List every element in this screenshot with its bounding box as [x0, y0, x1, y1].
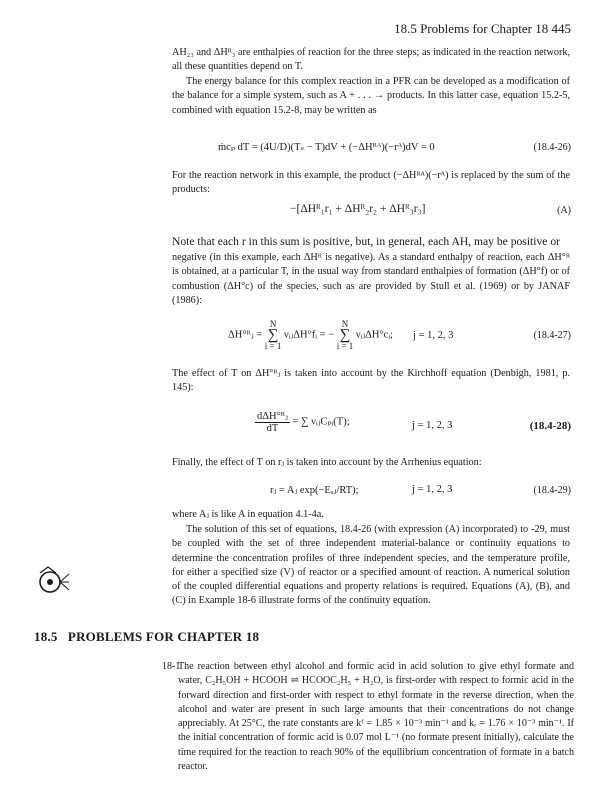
- eq27-right: νᵢⱼΔH°cᵢ;: [355, 329, 393, 341]
- running-header: 18.5 Problems for Chapter 18 445: [394, 21, 571, 36]
- sum-lower: i = 1: [264, 341, 282, 351]
- expression-a: −[ΔHᴿ₁r₁ + ΔHᴿ₂r₂ + ΔHᴿ₃r₃]: [290, 203, 426, 215]
- section-heading: [34, 629, 259, 645]
- computer-disk-icon: [36, 565, 70, 599]
- paragraph-arrhenius: Finally, the effect of T on rⱼ is taken into account by the Arrhenius equation:: [172, 457, 482, 468]
- eq28-rhs: = ∑ νᵢⱼCₚᵢ(T);: [292, 416, 350, 428]
- problem-text: The reaction between ethyl alcohol and formic acid in acid solution to give ethyl formate and water, C₂H₅OH + HCOOH ⇌ HCOOC₂H₅ + H₂O, is first-order with respect to formic acid in the forward direction and first-order with respect to ethyl formate in the reverse direction, when the alcohol and water are present in such large amounts that their concentrations do not change appreciably. At 25°C, the rate constants are kᶠ = 1.85 × 10⁻³ min⁻¹ and kᵣ = 1.76 × 10⁻³ min⁻¹. If the initial concentration of formic acid is 0.07 mol L⁻¹ (no formate present initially), calculate the time required for the reaction to reach 90% of the equilibrium concentration of formate in a batch reactor.: [178, 661, 574, 773]
- summation-symbol: N ∑ i = 1: [336, 319, 354, 351]
- derivative-fraction: [255, 410, 290, 434]
- equation-18-4-29: rⱼ = Aⱼ exp(−Eₐⱼ/RT);: [270, 485, 359, 496]
- equation-number-18-4-29: (18.4-29): [533, 485, 571, 496]
- paragraph-kirchhoff: The effect of T on ΔH°ᴿⱼ is taken into account by the Kirchhoff equation (Denbigh, 1981, p. 145):: [172, 368, 570, 394]
- eq27-mid: νᵢⱼΔH°fᵢ = −: [283, 329, 335, 341]
- sum-upper: N: [341, 319, 349, 329]
- expression-a-label: (A): [557, 205, 571, 216]
- eq27-range: j = 1, 2, 3: [413, 330, 454, 341]
- equation-18-4-28: [255, 410, 350, 434]
- equation-18-4-26: ṁcₚ dT = (4U/D)(Tₛ − T)dV + (−ΔHᴿᴬ)(−rᴬ)dV = 0: [218, 142, 435, 153]
- eq27-left: ΔH°ᴿⱼ =: [228, 329, 263, 341]
- section-number: 18.5: [34, 629, 58, 644]
- equation-number-18-4-27: (18.4-27): [533, 330, 571, 341]
- paragraph-energy-balance: The energy balance for this complex reaction in a PFR can be developed as a modification of the balance for a simple system, such as A + . . . → products. In this latter case, equation 15.2-5, combined with equation 15.2-8, may be written as: [172, 76, 570, 116]
- paragraph-enthalpies: AH₂₃ and ΔHᴿ₃ are enthalpies of reaction for the three steps; as indicated in the reaction network, all these quantities depend on T.: [172, 47, 570, 73]
- problem-number: 18-1: [162, 661, 181, 672]
- paragraph-where: where Aⱼ is like A in equation 4.1-4a.: [172, 509, 324, 520]
- equation-number-18-4-28: (18.4-28): [529, 420, 571, 432]
- equation-18-4-27: [228, 320, 393, 350]
- section-title: PROBLEMS FOR CHAPTER 18: [67, 629, 260, 644]
- problem-18-1: [162, 660, 574, 774]
- paragraph-solution: The solution of this set of equations, 18.4-26 (with expression (A) incorporated) to -29, must be coupled with the set of three independent material-balance or continuity equations to determine the concentration profiles of three independent species, and the temperature profile, for either a specified size (V) of reactor or a specified amount of reaction. A numerical solution of the coupled differential equations and property relations is required. Equations (A), (B), and (C) in Example 18-6 illustrate forms of the continuity equation.: [172, 524, 570, 607]
- equation-number-18-4-26: (18.4-26): [533, 142, 571, 153]
- paragraph-standard-enthalpy: negative (in this example, each ΔHᴿ is negative). As a standard enthalpy of reaction, each ΔH°ᴿ is obtained, at a particular T, in the usual way from standard enthalpies of formation (ΔH°f) or of combustion (ΔH°c) of the species, such as are provided by Stull et al. (1969) or by JANAF (1986):: [172, 252, 570, 306]
- fraction-numerator: dΔH°ᴿⱼ: [257, 411, 288, 422]
- sum-lower: i = 1: [336, 341, 354, 351]
- summation-symbol: N ∑ i = 1: [264, 319, 282, 351]
- paragraph-reaction-network: For the reaction network in this example, the product (−ΔHᴿᴬ)(−rᴬ) is replaced by the sum of the products:: [172, 170, 570, 196]
- fraction-denominator: dT: [266, 423, 279, 434]
- eq28-range: j = 1, 2, 3: [412, 420, 453, 431]
- paragraph-note-line: Note that each r in this sum is positive, but, in general, each AH, may be positive or: [172, 235, 560, 248]
- eq29-range: j = 1, 2, 3: [412, 484, 453, 495]
- sum-upper: N: [269, 319, 277, 329]
